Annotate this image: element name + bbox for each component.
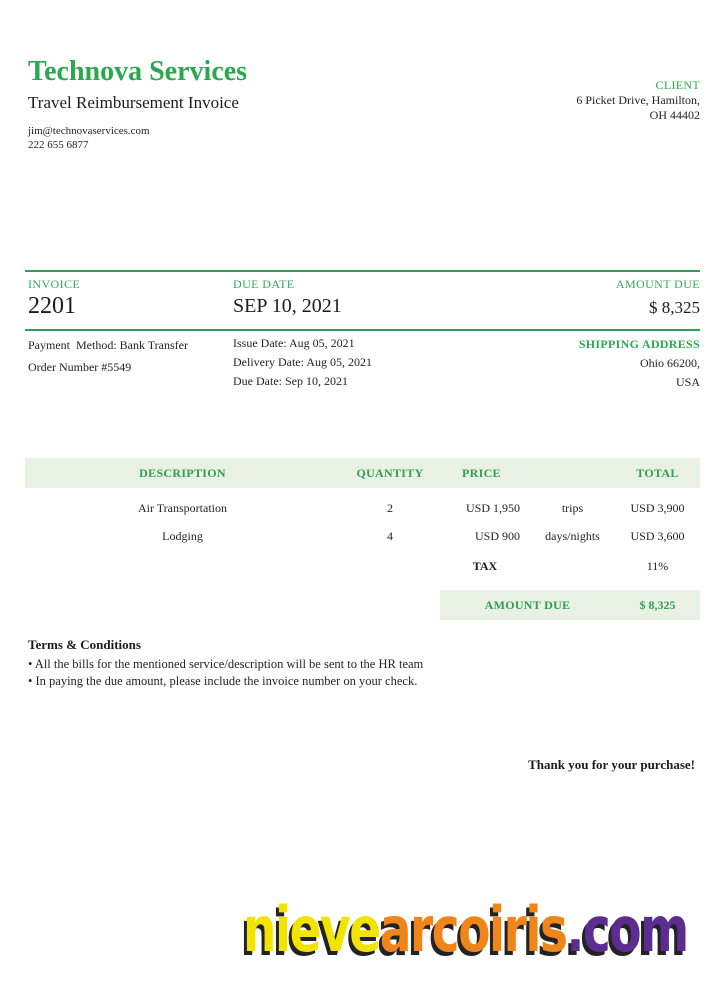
amount-due-label: AMOUNT DUE — [615, 277, 700, 291]
payment-method: Payment Method: Bank Transfer — [28, 338, 188, 352]
item-total: USD 3,600 — [630, 528, 685, 543]
amount-due-value: $ 8,325 — [649, 298, 700, 317]
contact-block — [28, 124, 247, 152]
client-label: CLIENT — [655, 78, 700, 92]
document-title: Travel Reimbursement Invoice — [28, 93, 239, 113]
dates-block — [233, 334, 579, 392]
total-amount-due-value: $ 8,325 — [615, 590, 700, 620]
due-date-label: DUE DATE — [233, 277, 295, 291]
watermark-logo — [243, 893, 688, 966]
delivery-date: Delivery Date: Aug 05, 2021 — [233, 355, 372, 369]
invoice-details — [28, 334, 700, 392]
item-price: USD 1,950 — [465, 500, 520, 515]
due-date-cell — [233, 277, 616, 320]
col-header-price: PRICE — [462, 465, 501, 480]
company-phone: 222 655 6877 — [28, 139, 89, 152]
terms-item: • All the bills for the mentioned service/description will be sent to the HR team — [28, 657, 424, 671]
invoice-summary-band — [25, 270, 700, 331]
tax-row — [25, 552, 700, 580]
items-table — [25, 458, 700, 620]
item-quantity: 2 — [387, 500, 393, 515]
watermark-part2: arcoiris — [379, 893, 567, 966]
watermark-part1: nieve — [243, 893, 380, 966]
terms-section — [28, 637, 588, 689]
shipping-address-line2: USA — [675, 375, 700, 389]
invoice-label: INVOICE — [28, 277, 81, 291]
client-address-line2: OH 44402 — [649, 108, 700, 122]
table-row — [25, 522, 700, 550]
payment-block — [28, 334, 233, 392]
detail-due-date: Due Date: Sep 10, 2021 — [233, 374, 348, 388]
client-block — [576, 56, 700, 152]
invoice-number-cell — [25, 277, 233, 320]
client-address-line1: 6 Picket Drive, Hamilton, — [576, 93, 700, 107]
shipping-block — [579, 334, 700, 392]
company-block — [28, 56, 247, 152]
shipping-address-line1: Ohio 66200, — [640, 356, 700, 370]
col-header-description: DESCRIPTION — [139, 465, 226, 480]
terms-item: • In paying the due amount, please include the invoice number on your check. — [28, 673, 418, 688]
thank-you-note: Thank you for your purchase! — [528, 757, 695, 772]
item-description: Lodging — [162, 528, 203, 543]
table-row — [25, 494, 700, 522]
item-total: USD 3,900 — [630, 500, 685, 515]
amount-due-row — [25, 590, 700, 620]
item-description: Air Transportation — [137, 500, 227, 515]
col-header-total: TOTAL — [636, 465, 679, 480]
item-quantity: 4 — [387, 528, 393, 543]
item-unit: trips — [561, 500, 584, 515]
tax-label: TAX — [472, 558, 498, 573]
total-amount-due-label: AMOUNT DUE — [440, 590, 615, 620]
company-email: jim@technovaservices.com — [28, 125, 150, 138]
watermark-part3: .com — [566, 893, 688, 966]
table-header-row — [25, 458, 700, 488]
terms-heading: Terms & Conditions — [28, 637, 141, 652]
amount-due-cell — [616, 277, 700, 320]
item-unit: days/nights — [545, 528, 600, 543]
order-number: Order Number #5549 — [28, 360, 132, 374]
tax-value: 11% — [646, 558, 669, 573]
issue-date: Issue Date: Aug 05, 2021 — [233, 336, 355, 350]
col-header-quantity: QUANTITY — [356, 465, 424, 480]
company-name: Technova Services — [28, 56, 248, 87]
item-price: USD 900 — [474, 528, 520, 543]
invoice-number: 2201 — [28, 293, 76, 319]
due-date-value: SEP 10, 2021 — [233, 295, 342, 317]
shipping-address-label: SHIPPING ADDRESS — [578, 337, 700, 351]
invoice-header — [28, 56, 700, 152]
